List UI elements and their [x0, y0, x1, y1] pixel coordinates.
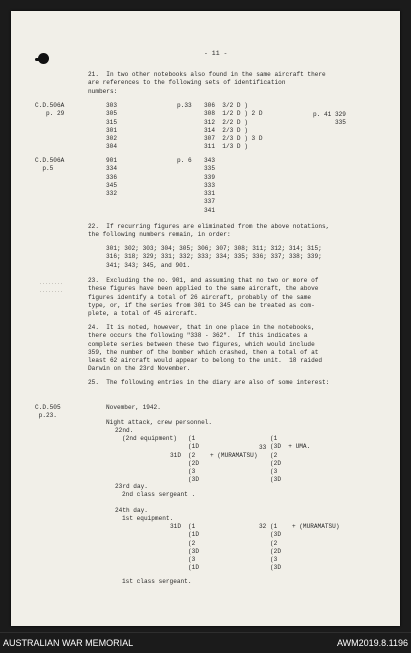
ref-cd505-p23: C.D.505 p.23. [35, 404, 61, 420]
diary-attack: Night attack, crew personnel. [106, 419, 213, 426]
diary-sergeant-1: 1st class sergeant. [122, 578, 192, 585]
ref-cd506a-p5: C.D.506A p.5 [35, 157, 65, 173]
punch-hole-icon [38, 53, 49, 64]
diary-num-33: 33 [259, 444, 267, 451]
diary-sergeant-2: 2nd class sergeant . [122, 491, 196, 498]
diary-num-31b: 31D [170, 523, 181, 530]
id-list-a: 303 305 315 301 302 304 [106, 102, 117, 151]
diary-num-31a: 31D [170, 452, 181, 459]
diary-day-24: 24th day. [115, 507, 148, 514]
diary-crew-a: (1 (1D (2 + (MURAMATSU) (2D (3 (3D [188, 435, 258, 484]
id-list-d: 343 335 339 333 331 337 341 [204, 157, 215, 214]
footer-institution: AUSTRALIAN WAR MEMORIAL [3, 638, 134, 648]
para-21-intro: 21. In two other notebooks also found in the same aircraft there are references to the following sets of identification numbers: [88, 71, 326, 95]
id-list-c: 901 334 336 345 332 [106, 157, 117, 198]
footer-divider [0, 632, 411, 633]
diary-num-32: 32 [259, 523, 267, 530]
id-list-b: 306 3/2 D ) 308 1/2 D ) 2 D 312 2/2 D ) 314 2/3 D ) 307 2/3 D ) 3 D 311 1/3 D ) [204, 102, 263, 151]
para-23: 23. Excluding the no. 901, and assuming that no two or more of these figures have been applied to the same aircraft, the above figures identify a total of 26 aircraft, probably of the same type, or, if the series from 301 to 345 can be treated as com- plete, a total of 45 aircraft. [88, 277, 319, 318]
diary-equipment-1: 1st equipment. [122, 515, 174, 522]
page-ref-b: p. 41 329 335 [313, 111, 346, 127]
diary-day-23: 23rd day. [115, 483, 148, 490]
footer-accession-number: AWM2019.8.1196 [336, 638, 408, 648]
diary-crew-c: (1 (1D (2 (3D (3 (1D [188, 523, 199, 572]
diary-date: November, 1942. [106, 404, 161, 411]
page-ref-c: p. 6 [177, 157, 192, 164]
margin-note: ........ ........ [39, 280, 64, 295]
diary-equipment-2: (2nd equipment) [122, 435, 177, 442]
document-page [11, 11, 400, 626]
para-22-numbers: 301; 302; 303; 304; 305; 306; 307; 308; 311; 312; 314; 315; 316; 318; 329; 331; 332; 333; 334; 335; 336; 337; 338; 339; 341; 343; 345, and 901. [106, 245, 322, 269]
page-ref-a: p.33 [177, 102, 192, 109]
para-25: 25. The following entries in the diary are also of some interest: [88, 379, 330, 386]
page-number: - 11 - [204, 50, 228, 57]
diary-crew-b: (1 (3D + UMA. (2 (2D (3 (3D [270, 435, 311, 484]
ref-cd506a-p29: C.D.506A p. 29 [35, 102, 65, 118]
para-24: 24. It is noted, however, that in one place in the notebooks, there occurs the following "338 - 362". If this indicates a complete series between these two figures, which would include 359, the number of the bomber which crashed, then a total of at least 62 aircraft would appear to belong to the unit. 18 raided Darwin on the 23rd November. [88, 324, 323, 373]
diary-day-22: 22nd. [115, 427, 134, 434]
para-22-intro: 22. If recurring figures are eliminated from the above notations, the following numbers remain, in order: [88, 223, 330, 239]
diary-crew-d: (1 + (MURAMATSU) (3D (2 (2D (3 (3D [270, 523, 340, 572]
